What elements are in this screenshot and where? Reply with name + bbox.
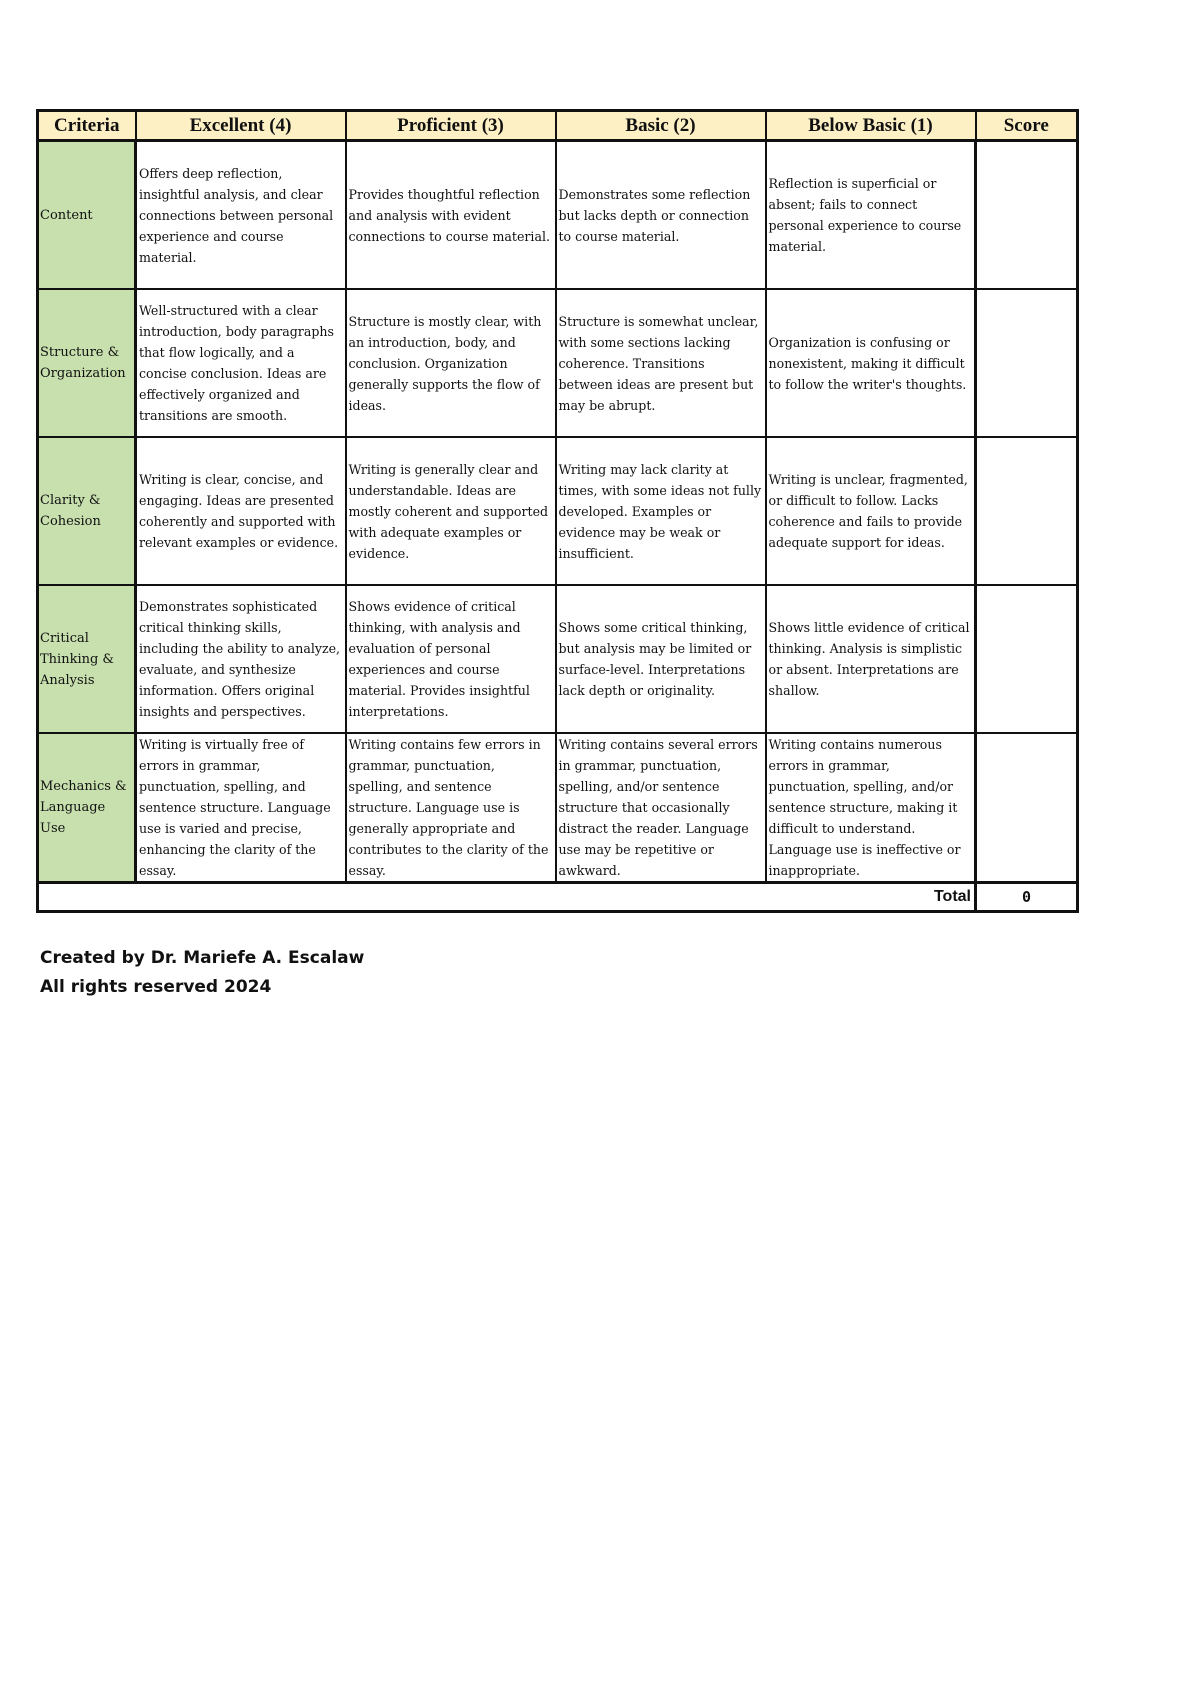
excellent-cell: Offers deep reflection, insightful analysis, and clear connections between personal experience and course material. bbox=[136, 141, 346, 290]
total-label: Total bbox=[38, 883, 976, 912]
excellent-cell: Demonstrates sophisticated critical thinking skills, including the ability to analyze, evaluate, and synthesize information. Offers original insights and perspectives. bbox=[136, 585, 346, 733]
copyright-notice: All rights reserved 2024 bbox=[40, 977, 272, 997]
excellent-cell: Writing is clear, concise, and engaging. Ideas are presented coherently and supported with relevant examples or evidence. bbox=[136, 437, 346, 585]
total-row bbox=[38, 883, 1078, 912]
criterion-cell: Critical Thinking & Analysis bbox=[38, 585, 136, 733]
basic-cell: Writing contains several errors in grammar, punctuation, spelling, and/or sentence structure that occasionally distract the reader. Language use may be repetitive or awkward. bbox=[556, 733, 766, 883]
proficient-cell: Writing contains few errors in grammar, punctuation, spelling, and sentence structure. Language use is generally appropriate and contributes to the clarity of the essay. bbox=[346, 733, 556, 883]
table-row bbox=[38, 733, 1078, 883]
excellent-cell: Well-structured with a clear introduction, body paragraphs that flow logically, and a concise conclusion. Ideas are effectively organized and transitions are smooth. bbox=[136, 289, 346, 437]
basic-cell: Shows some critical thinking, but analysis may be limited or surface-level. Interpretations lack depth or originality. bbox=[556, 585, 766, 733]
below-basic-cell: Shows little evidence of critical thinking. Analysis is simplistic or absent. Interpretations are shallow. bbox=[766, 585, 976, 733]
author-credit: Created by Dr. Mariefe A. Escalaw bbox=[40, 948, 365, 968]
table-row bbox=[38, 289, 1078, 437]
basic-cell: Demonstrates some reflection but lacks depth or connection to course material. bbox=[556, 141, 766, 290]
header-below-basic: Below Basic (1) bbox=[766, 111, 976, 141]
score-cell[interactable] bbox=[976, 289, 1078, 437]
below-basic-cell: Writing is unclear, fragmented, or difficult to follow. Lacks coherence and fails to provide adequate support for ideas. bbox=[766, 437, 976, 585]
header-criteria: Criteria bbox=[38, 111, 136, 141]
excellent-cell: Writing is virtually free of errors in grammar, punctuation, spelling, and sentence structure. Language use is varied and precise, enhancing the clarity of the essay. bbox=[136, 733, 346, 883]
score-cell[interactable] bbox=[976, 585, 1078, 733]
proficient-cell: Shows evidence of critical thinking, with analysis and evaluation of personal experiences and course material. Provides insightful interpretations. bbox=[346, 585, 556, 733]
score-cell[interactable] bbox=[976, 733, 1078, 883]
score-cell[interactable] bbox=[976, 437, 1078, 585]
basic-cell: Structure is somewhat unclear, with some sections lacking coherence. Transitions between ideas are present but may be abrupt. bbox=[556, 289, 766, 437]
criterion-cell: Content bbox=[38, 141, 136, 290]
header-basic: Basic (2) bbox=[556, 111, 766, 141]
header-proficient: Proficient (3) bbox=[346, 111, 556, 141]
proficient-cell: Provides thoughtful reflection and analysis with evident connections to course material. bbox=[346, 141, 556, 290]
criterion-cell: Structure & Organization bbox=[38, 289, 136, 437]
score-cell[interactable] bbox=[976, 141, 1078, 290]
credits-block bbox=[40, 944, 364, 1002]
basic-cell: Writing may lack clarity at times, with some ideas not fully developed. Examples or evidence may be weak or insufficient. bbox=[556, 437, 766, 585]
below-basic-cell: Writing contains numerous errors in grammar, punctuation, spelling, and/or sentence structure, making it difficult to understand. Language use is ineffective or inappropriate. bbox=[766, 733, 976, 883]
header-score: Score bbox=[976, 111, 1078, 141]
below-basic-cell: Organization is confusing or nonexistent, making it difficult to follow the writer's thoughts. bbox=[766, 289, 976, 437]
table-row bbox=[38, 585, 1078, 733]
header-excellent: Excellent (4) bbox=[136, 111, 346, 141]
table-row bbox=[38, 437, 1078, 585]
proficient-cell: Writing is generally clear and understandable. Ideas are mostly coherent and supported with adequate examples or evidence. bbox=[346, 437, 556, 585]
proficient-cell: Structure is mostly clear, with an introduction, body, and conclusion. Organization generally supports the flow of ideas. bbox=[346, 289, 556, 437]
table-row bbox=[38, 141, 1078, 290]
header-row bbox=[38, 111, 1078, 141]
rubric-table bbox=[36, 109, 1079, 913]
below-basic-cell: Reflection is superficial or absent; fails to connect personal experience to course material. bbox=[766, 141, 976, 290]
total-value: 0 bbox=[976, 883, 1078, 912]
criterion-cell: Mechanics & Language Use bbox=[38, 733, 136, 883]
criterion-cell: Clarity & Cohesion bbox=[38, 437, 136, 585]
